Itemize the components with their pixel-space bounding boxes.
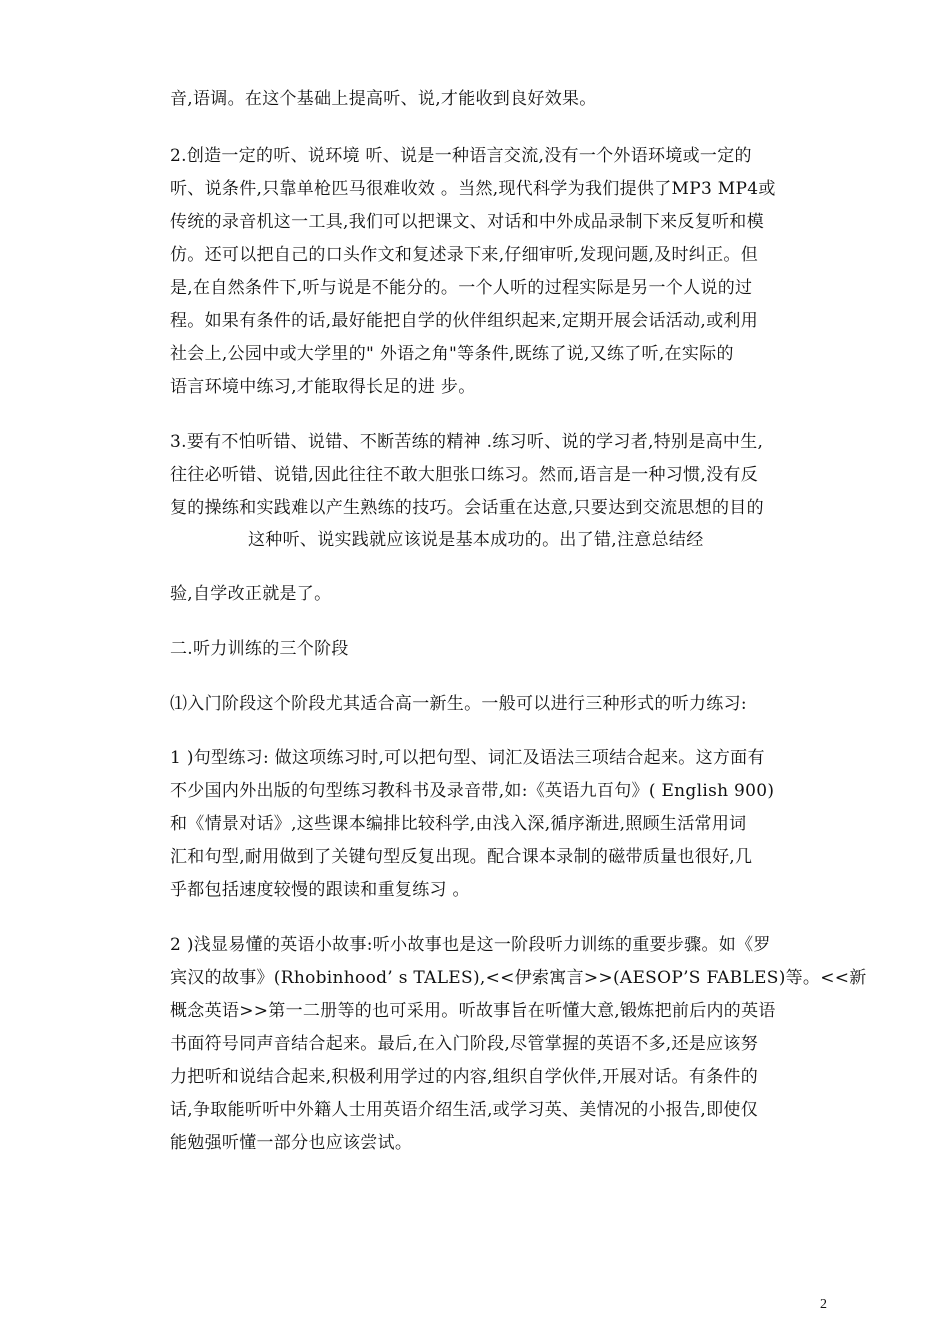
text-line: 是,在自然条件下,听与说是不能分的。一个人听的过程实际是另一个人说的过 (170, 278, 753, 298)
text-line: 验,自学改正就是了。 (170, 584, 332, 604)
text-line: 1 )句型练习: 做这项练习时,可以把句型、词汇及语法三项结合起来。这方面有 (170, 748, 765, 768)
text-line: 听、说条件,只靠单枪匹马很难收效 。当然,现代科学为我们提供了MP3 MP4或 (170, 179, 776, 199)
text-line: ⑴入门阶段这个阶段尤其适合高一新生。一般可以进行三种形式的听力练习: (170, 694, 747, 714)
text-line: 仿。还可以把自己的口头作文和复述录下来,仔细审听,发现问题,及时纠正。但 (170, 245, 759, 265)
text-line: 宾汉的故事》(Rhobinhood’ s TALES),<<伊索寓言>>(AESOP’S FABLES)等。<<新 (170, 968, 867, 988)
text-line: 3.要有不怕听错、说错、不断苦练的精神 .练习听、说的学习者,特别是高中生, (170, 432, 764, 452)
text-line: 概念英语>>第一二册等的也可采用。听故事旨在听懂大意,锻炼把前后内的英语 (170, 1001, 776, 1021)
text-line: 汇和句型,耐用做到了关键句型反复出现。配合课本录制的磁带质量也很好,几 (170, 847, 753, 867)
section-heading: 二.听力训练的三个阶段 (170, 639, 349, 659)
text-line: 话,争取能听听中外籍人士用英语介绍生活,或学习英、美情况的小报告,即使仅 (170, 1100, 759, 1120)
text-line: 和《情景对话》,这些课本编排比较科学,由浅入深,循序渐进,照顾生活常用词 (170, 814, 747, 834)
text-line: 程。如果有条件的话,最好能把自学的伙伴组织起来,定期开展会话活动,或利用 (170, 311, 759, 331)
text-line: 传统的录音机这一工具,我们可以把课文、对话和中外成品录制下来反复听和模 (170, 212, 764, 232)
page-number: 2 (820, 1297, 827, 1312)
text-line: 2 )浅显易懂的英语小故事:听小故事也是这一阶段听力训练的重要步骤。如《罗 (170, 935, 771, 955)
text-line: 复的操练和实践难以产生熟练的技巧。会话重在达意,只要达到交流思想的目的 (170, 498, 764, 518)
text-line: 往往必听错、说错,因此往往不敢大胆张口练习。然而,语言是一种习惯,没有反 (170, 465, 759, 485)
text-line: 乎都包括速度较慢的跟读和重复练习 。 (170, 880, 470, 900)
text-line: 这种听、说实践就应该说是基本成功的。出了错,注意总结经 (248, 530, 704, 550)
text-line: 书面符号同声音结合起来。最后,在入门阶段,尽管掌握的英语不多,还是应该努 (170, 1034, 759, 1054)
text-line: 不少国内外出版的句型练习教科书及录音带,如:《英语九百句》( English 900) (170, 781, 775, 801)
text-line: 音,语调。在这个基础上提高听、说,才能收到良好效果。 (170, 89, 597, 109)
text-line: 2.创造一定的听、说环境 听、说是一种语言交流,没有一个外语环境或一定的 (170, 146, 752, 166)
text-line: 社会上,公园中或大学里的" 外语之角"等条件,既练了说,又练了听,在实际的 (170, 344, 734, 364)
text-line: 能勉强听懂一部分也应该尝试。 (170, 1133, 413, 1153)
text-line: 语言环境中练习,才能取得长足的进 步。 (170, 377, 476, 397)
text-line: 力把听和说结合起来,积极利用学过的内容,组织自学伙伴,开展对话。有条件的 (170, 1067, 759, 1087)
